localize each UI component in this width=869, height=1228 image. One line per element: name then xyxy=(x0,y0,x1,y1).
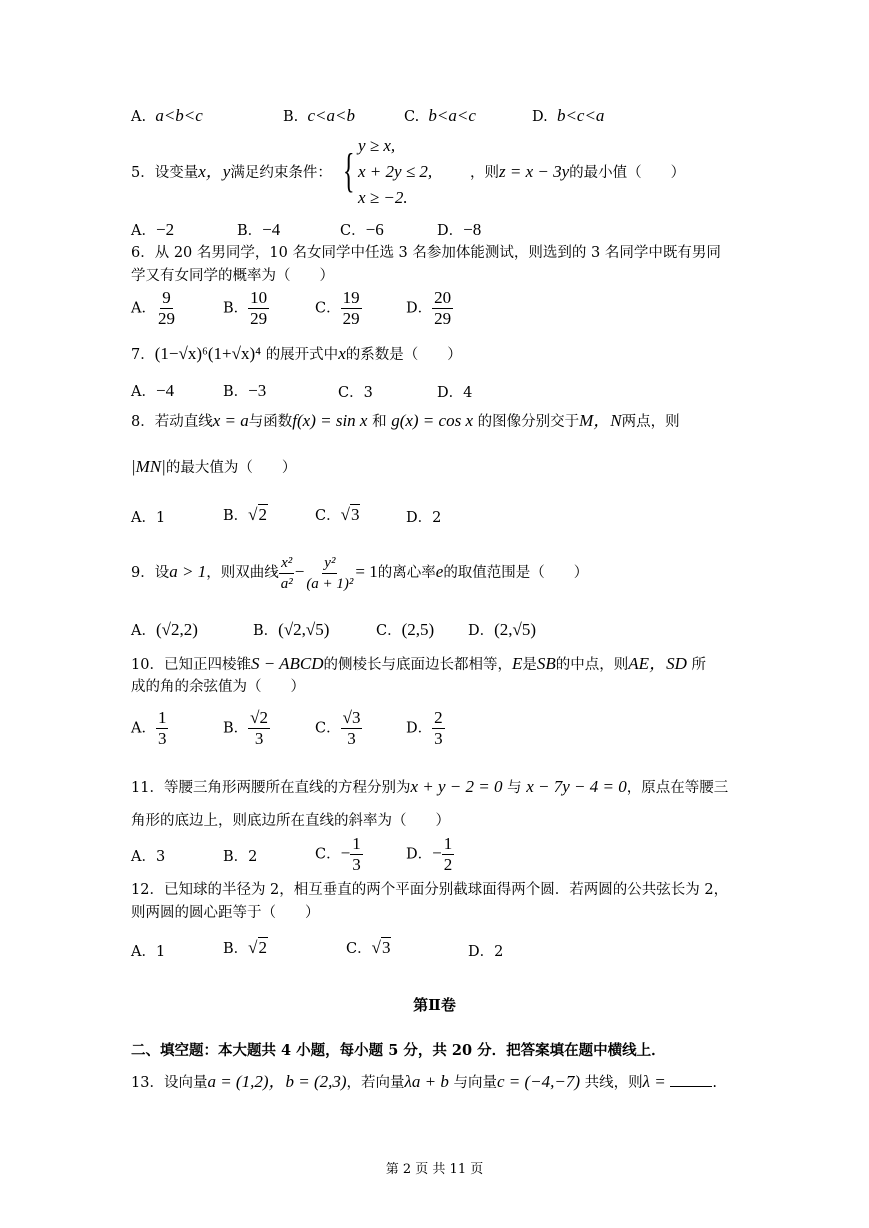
q7-option-d: D．4 xyxy=(437,385,473,401)
q11-option-c: C．− $\frac{1}{3}$ xyxy=(315,834,361,874)
q5-stem-tail: ，则z = x − 3y的最小值（ ） xyxy=(470,162,686,181)
q6-option-b: B． $\frac{10}{29}$ xyxy=(223,288,268,328)
q9-stem: 9．设a > 1，则双曲线 $\frac{\text{x²}}{\text{a²}}$ − $\frac{\text{y²}}{\text{(a + 1)²}}$ = 1的离心率e的取值范围是（ ） xyxy=(131,554,589,592)
q4-option-b: B. c<a<b xyxy=(283,106,355,125)
q4-option-a: A. a<b<c xyxy=(131,106,203,125)
q8-option-b: B．√2 xyxy=(223,505,267,524)
q13-stem: 13．设向量a = (1,2)，b = (2,3)，若向量λa + b 与向量c = (−4,−7) 共线，则λ = . xyxy=(131,1072,717,1091)
q10-line1: 10．已知正四棱锥S − ABCD的侧棱长与底面边长都相等，E是SB的中点，则AE，SD 所 xyxy=(131,654,706,673)
q5-option-c: C．−6 xyxy=(340,220,384,239)
q7-stem: 7．(1−√x)⁶(1+√x)⁴ 的展开式中x的系数是（ ） xyxy=(131,344,462,363)
q12-option-d: D．2 xyxy=(468,944,504,960)
q4-option-c: C. b<a<c xyxy=(404,106,476,125)
q6-option-d: D． $\frac{20}{29}$ xyxy=(406,288,452,328)
q10-option-d: D． $\frac{2}{3}$ xyxy=(406,708,443,748)
page-footer: 第 2 页 共 11 页 xyxy=(385,1162,484,1177)
q8-option-c: C．√3 xyxy=(315,505,360,524)
q6-line1: 6．从 20 名男同学，10 名女同学中任选 3 名参加体能测试，则选到的 3 名同学中既有男同 xyxy=(131,245,721,261)
q5-option-d: D．−8 xyxy=(437,220,482,239)
q7-option-b: B．−3 xyxy=(223,381,267,400)
q4-option-d: D. b<c<a xyxy=(532,106,605,125)
q12-line1: 12．已知球的半径为 2，相互垂直的两个平面分别截球面得两个圆．若两圆的公共弦长为 2， xyxy=(131,882,729,898)
q9-option-a: A．(√2,2) xyxy=(131,620,198,639)
q9-option-b: B．(√2,√5) xyxy=(253,620,330,639)
q8-option-a: A．1 xyxy=(131,510,166,526)
q5-option-b: B．−4 xyxy=(237,220,281,239)
q10-option-a: A． $\frac{1}{3}$ xyxy=(131,708,167,748)
q5-option-a: A．−2 xyxy=(131,220,175,239)
q6-line2: 学又有女同学的概率为（ ） xyxy=(131,268,334,284)
q11-line2: 角形的底边上，则底边所在直线的斜率为（ ） xyxy=(131,813,450,829)
q6-option-a: A． $\frac{9}{29}$ xyxy=(131,288,175,328)
q11-option-b: B．2 xyxy=(223,849,258,865)
q5-stem: 5．设变量x，y满足约束条件： xyxy=(131,162,332,181)
q12-line2: 则两圆的圆心距等于（ ） xyxy=(131,905,320,921)
part2-heading: 二、填空题：本大题共 4 小题，每小题 5 分，共 20 分．把答案填在题中横线上． xyxy=(131,1042,666,1059)
q13-answer-blank xyxy=(670,1086,712,1087)
q8-stem-line2: |MN|的最大值为（ ） xyxy=(131,457,297,476)
q6-option-c: C． $\frac{19}{29}$ xyxy=(315,288,360,328)
q5-constraints: y ≥ x, x + 2y ≤ 2, x ≥ −2. xyxy=(358,136,433,207)
q12-option-a: A．1 xyxy=(131,944,166,960)
q8-stem: 8．若动直线x = a与函数f(x) = sin x 和 g(x) = cos x 的图像分别交于M，N两点，则 xyxy=(131,411,680,430)
q9-option-d: D．(2,√5) xyxy=(468,620,537,639)
q10-option-c: C． $\frac{√3}{3}$ xyxy=(315,708,361,748)
q5-brace: { xyxy=(343,144,355,197)
q10-line2: 成的角的余弦值为（ ） xyxy=(131,679,305,695)
q11-line1: 11．等腰三角形两腰所在直线的方程分别为x + y − 2 = 0 与 x − 7y − 4 = 0，原点在等腰三 xyxy=(131,777,729,796)
q7-option-c: C．3 xyxy=(338,385,373,401)
q8-option-d: D．2 xyxy=(406,510,442,526)
section-title: 第Ⅱ卷 xyxy=(413,996,456,1014)
q12-option-c: C．√3 xyxy=(346,938,391,957)
q11-option-a: A．3 xyxy=(131,849,166,865)
q12-option-b: B．√2 xyxy=(223,938,267,957)
q11-option-d: D．− $\frac{1}{2}$ xyxy=(406,834,453,874)
q10-option-b: B． $\frac{√2}{3}$ xyxy=(223,708,268,748)
q7-option-a: A．−4 xyxy=(131,381,175,400)
q9-option-c: C．(2,5) xyxy=(376,620,435,639)
